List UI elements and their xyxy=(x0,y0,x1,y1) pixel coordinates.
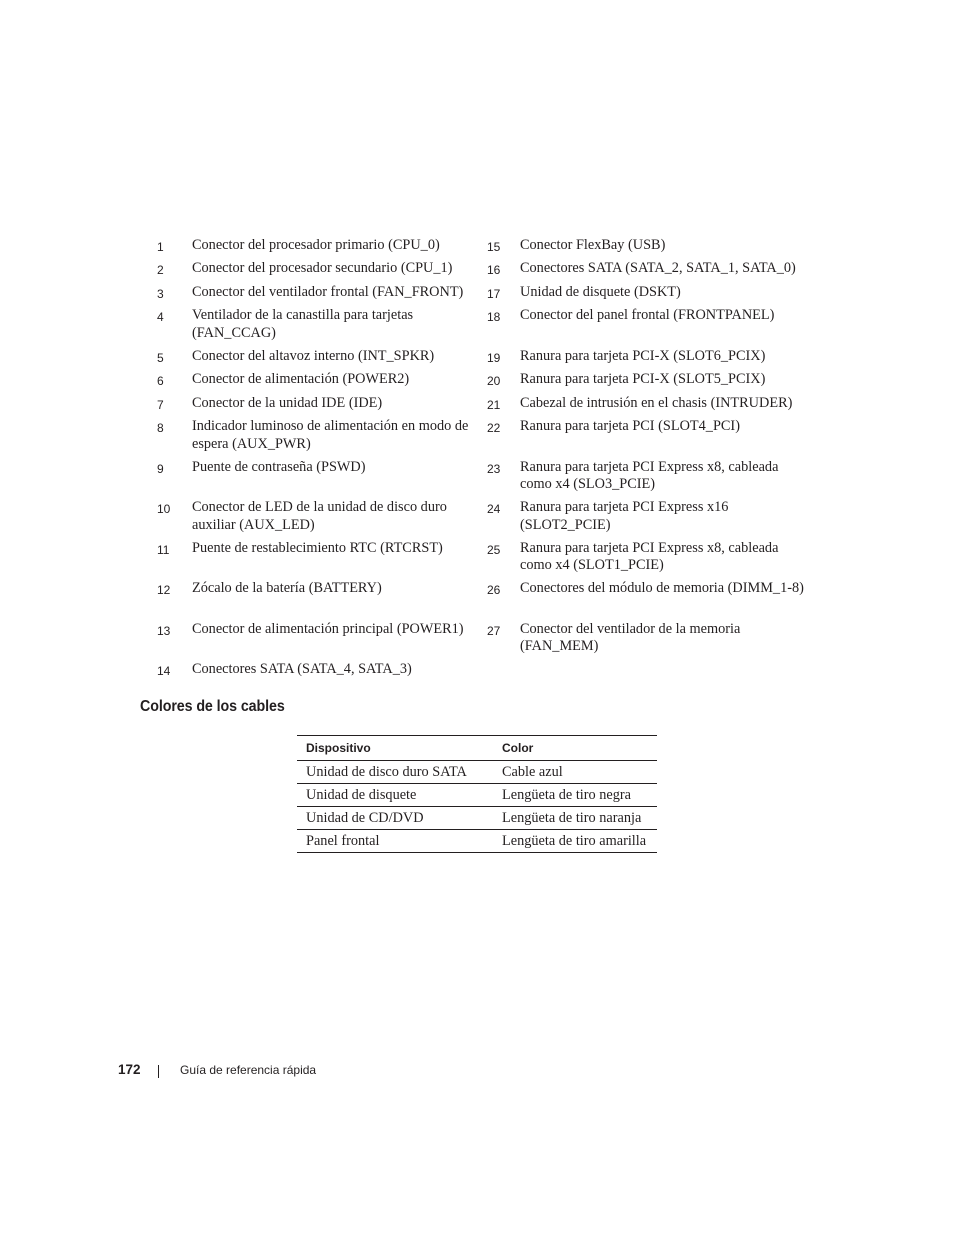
device-cell: Unidad de disquete xyxy=(297,784,493,807)
callout-description: Puente de contraseña (PSWD) xyxy=(192,458,366,475)
callout-description: Cabezal de intrusión en el chasis (INTRUDER) xyxy=(520,394,793,411)
callout-number: 5 xyxy=(157,350,164,365)
callout-number: 1 xyxy=(157,240,164,254)
page-number: 172 xyxy=(118,1062,141,1077)
callout-description: Conector del ventilador de la memoria (FAN_MEM) xyxy=(520,620,741,654)
callout-number: 20 xyxy=(487,374,501,388)
callout-number: 24 xyxy=(487,502,501,516)
callout-number: 6 xyxy=(157,374,164,388)
legend-row xyxy=(0,580,954,621)
callout-number: 14 xyxy=(157,664,171,678)
table-row xyxy=(297,761,657,784)
callout-number: 17 xyxy=(487,286,501,301)
callout-description: Puente de restablecimiento RTC (RTCRST) xyxy=(192,539,443,556)
column-header-color: Color xyxy=(493,736,657,761)
table-header-row xyxy=(297,736,657,761)
legend-row xyxy=(0,661,954,685)
legend-row xyxy=(0,459,954,500)
legend-row xyxy=(0,237,954,260)
callout-legend xyxy=(0,237,954,685)
table-row xyxy=(297,807,657,830)
callout-description: Indicador luminoso de alimentación en modo de espera (AUX_PWR) xyxy=(192,418,469,452)
legend-row xyxy=(0,371,954,395)
callout-number: 15 xyxy=(487,240,501,254)
callout-number: 23 xyxy=(487,461,501,476)
callout-description: Ranura para tarjeta PCI-X (SLOT6_PCIX) xyxy=(520,347,766,364)
legend-row xyxy=(0,284,954,308)
color-cell: Lengüeta de tiro naranja xyxy=(493,807,657,830)
callout-number: 4 xyxy=(157,310,164,324)
callout-number: 21 xyxy=(487,397,501,412)
legend-row xyxy=(0,499,954,540)
table-row xyxy=(297,830,657,853)
device-cell: Panel frontal xyxy=(297,830,493,853)
device-cell: Unidad de CD/DVD xyxy=(297,807,493,830)
callout-number: 25 xyxy=(487,542,501,557)
callout-number: 3 xyxy=(157,286,164,301)
callout-description: Ranura para tarjeta PCI Express x8, cableada como x4 (SLO3_PCIE) xyxy=(520,458,779,492)
callout-description: Ranura para tarjeta PCI Express x16 (SLOT2_PCIE) xyxy=(520,499,729,533)
callout-description: Conectores SATA (SATA_2, SATA_1, SATA_0) xyxy=(520,260,796,276)
legend-row xyxy=(0,540,954,581)
legend-row xyxy=(0,307,954,348)
callout-number: 16 xyxy=(487,263,501,277)
color-cell: Cable azul xyxy=(493,761,657,784)
legend-row xyxy=(0,260,954,284)
callout-number: 10 xyxy=(157,502,171,516)
callout-description: Ranura para tarjeta PCI (SLOT4_PCI) xyxy=(520,418,740,434)
callout-number: 19 xyxy=(487,350,501,365)
callout-description: Conector del altavoz interno (INT_SPKR) xyxy=(192,347,435,364)
callout-number: 11 xyxy=(157,542,170,557)
color-cell: Lengüeta de tiro negra xyxy=(493,784,657,807)
callout-description: Conector del panel frontal (FRONTPANEL) xyxy=(520,307,775,323)
callout-number: 26 xyxy=(487,583,501,597)
callout-number: 27 xyxy=(487,623,501,638)
callout-description: Ranura para tarjeta PCI-X (SLOT5_PCIX) xyxy=(520,371,766,387)
legend-row xyxy=(0,621,954,662)
callout-number: 12 xyxy=(157,583,171,597)
callout-description: Conectores SATA (SATA_4, SATA_3) xyxy=(192,661,412,677)
callout-number: 8 xyxy=(157,421,164,435)
callout-description: Conector de alimentación (POWER2) xyxy=(192,371,410,387)
color-cell: Lengüeta de tiro amarilla xyxy=(493,830,657,853)
table-row xyxy=(297,784,657,807)
callout-description: Ventilador de la canastilla para tarjetas (FAN_CCAG) xyxy=(192,307,414,341)
callout-description: Conector del procesador secundario (CPU_1) xyxy=(192,260,453,276)
callout-description: Conector del procesador primario (CPU_0) xyxy=(192,237,440,253)
callout-number: 18 xyxy=(487,310,501,324)
callout-number: 2 xyxy=(157,263,164,277)
callout-description: Zócalo de la batería (BATTERY) xyxy=(192,580,382,596)
footer-divider xyxy=(158,1065,159,1078)
column-header-device: Dispositivo xyxy=(297,736,493,761)
callout-description: Conector del ventilador frontal (FAN_FRONT) xyxy=(192,283,464,300)
callout-description: Unidad de disquete (DSKT) xyxy=(520,283,681,300)
document-title: Guía de referencia rápida xyxy=(180,1063,317,1077)
callout-number: 22 xyxy=(487,421,501,435)
callout-number: 9 xyxy=(157,461,164,476)
callout-description: Conector FlexBay (USB) xyxy=(520,237,666,253)
cable-colors-table xyxy=(297,735,657,853)
callout-description: Conectores del módulo de memoria (DIMM_1-8) xyxy=(520,580,804,596)
callout-description: Ranura para tarjeta PCI Express x8, cableada como x4 (SLOT1_PCIE) xyxy=(520,539,779,573)
device-cell: Unidad de disco duro SATA xyxy=(297,761,493,784)
callout-number: 13 xyxy=(157,623,171,638)
callout-description: Conector de la unidad IDE (IDE) xyxy=(192,394,383,411)
legend-row xyxy=(0,348,954,372)
section-title: Colores de los cables xyxy=(140,698,285,715)
legend-row xyxy=(0,395,954,419)
legend-row xyxy=(0,418,954,459)
callout-description: Conector de LED de la unidad de disco duro auxiliar (AUX_LED) xyxy=(192,499,447,533)
callout-number: 7 xyxy=(157,397,164,412)
callout-description: Conector de alimentación principal (POWER1) xyxy=(192,620,464,637)
